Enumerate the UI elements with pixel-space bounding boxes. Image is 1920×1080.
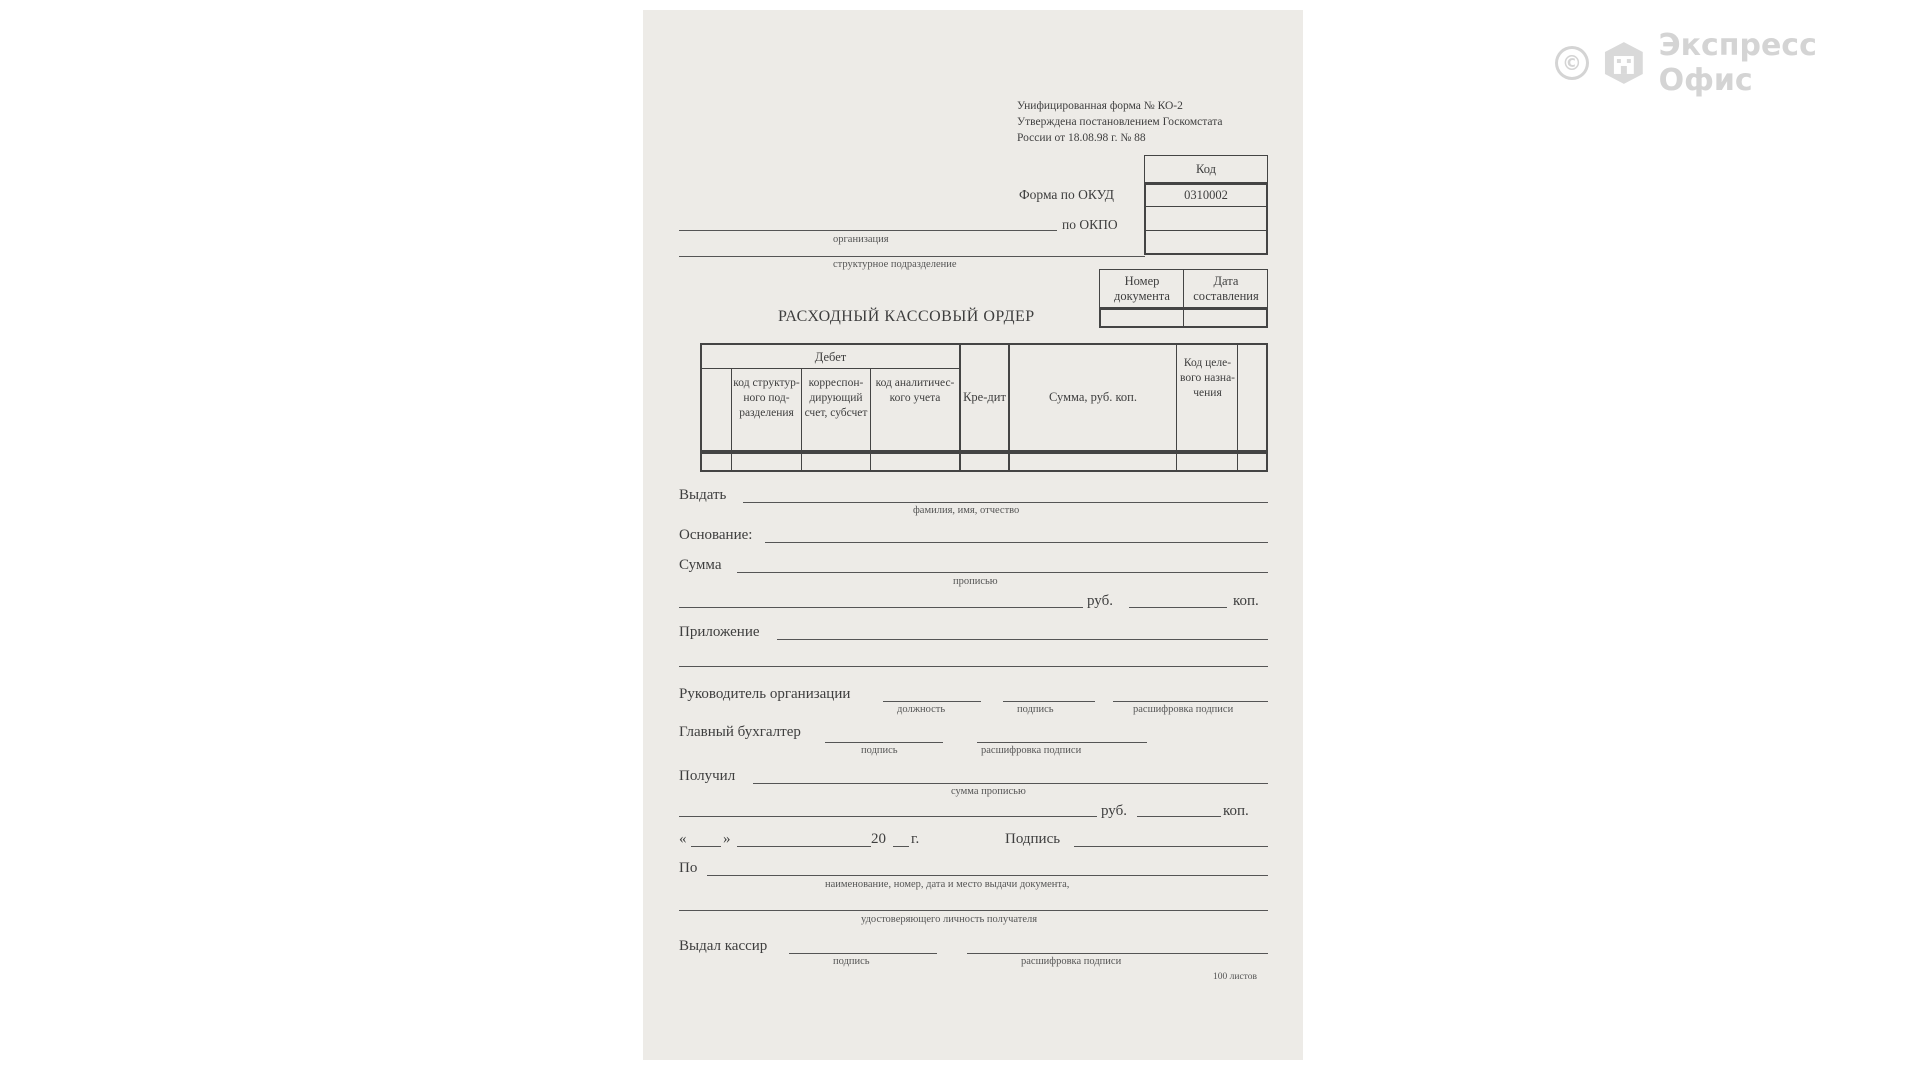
date-close-quote: » — [723, 831, 731, 847]
dept-caption: структурное подразделение — [833, 259, 957, 270]
by-line — [707, 875, 1268, 876]
position-caption: должность — [897, 704, 946, 715]
col-credit: Кре-дит — [963, 390, 1006, 404]
issue-label: Выдать — [679, 487, 727, 503]
okud-label: Форма по ОКУД — [1019, 187, 1115, 202]
form-header-line-2: Утверждена постановлением Госкомстата — [1017, 116, 1223, 128]
kop-label: коп. — [1233, 593, 1259, 609]
head-position-line — [883, 701, 981, 702]
col-sum: Сумма, руб. коп. — [1049, 390, 1137, 404]
fio-caption: фамилия, имя, отчество — [913, 505, 1020, 516]
col-purpose-code: Код целе-вого назна-чения — [1179, 357, 1236, 399]
chief-decode-caption: расшифровка подписи — [981, 745, 1082, 756]
chief-accountant-label: Главный бухгалтер — [679, 724, 801, 740]
accounting-table-values — [700, 452, 1268, 472]
received-line — [753, 783, 1268, 784]
debit-header: Дебет — [814, 350, 847, 364]
sum-in-words-caption: сумма прописью — [951, 786, 1026, 797]
rub-label: руб. — [1087, 593, 1113, 609]
attachment-line — [777, 639, 1268, 640]
year-suffix: г. — [911, 831, 920, 847]
head-signature-caption: подпись — [1017, 704, 1054, 715]
attachment-label: Приложение — [679, 624, 760, 640]
signature-label: Подпись — [1005, 831, 1061, 847]
chief-signature-caption: подпись — [861, 745, 898, 756]
doc-date-header: Дата составления — [1193, 274, 1259, 303]
org-caption: организация — [833, 234, 889, 245]
sum-line-2 — [679, 607, 1083, 608]
building-icon — [1601, 40, 1647, 86]
by-line-2 — [679, 910, 1268, 911]
cashier-label: Выдал кассир — [679, 938, 768, 954]
received-kop-line — [1137, 816, 1221, 817]
form-header-line-3: России от 18.08.98 г. № 88 — [1017, 132, 1146, 144]
copyright-icon: © — [1555, 46, 1589, 80]
received-kop-label: коп. — [1223, 803, 1249, 819]
received-label: Получил — [679, 768, 736, 784]
cashier-decode-caption: расшифровка подписи — [1021, 956, 1122, 967]
received-sum-line — [679, 816, 1097, 817]
kod-header-cell: Код — [1144, 155, 1268, 183]
cash-order-form — [643, 10, 1303, 1060]
in-words-caption: прописью — [953, 576, 998, 587]
doc-number-header: Номер документа — [1114, 274, 1170, 303]
head-label: Руководитель организации — [679, 686, 851, 702]
col-dept-code: код структур-ного под-разделения — [733, 377, 800, 419]
date-month-line — [737, 846, 871, 847]
date-day-line — [691, 846, 721, 847]
col-analytic-code: код аналитичес-кого учета — [875, 377, 955, 404]
form-title: РАСХОДНЫЙ КАССОВЫЙ ОРДЕР — [778, 308, 1035, 325]
cashier-signature-line — [789, 953, 937, 954]
okud-value: 0310002 — [1184, 188, 1228, 202]
date-year-line — [893, 846, 909, 847]
okpo-label: по ОКПО — [1062, 217, 1118, 232]
by-label: По — [679, 860, 698, 876]
basis-label: Основание: — [679, 527, 753, 543]
col-corr-account: корреспон-дирующий счет, субсчет — [804, 377, 868, 419]
issue-line — [743, 502, 1268, 503]
year-prefix: 20 — [871, 831, 886, 847]
chief-decode-line — [977, 742, 1147, 743]
signature-line — [1074, 846, 1268, 847]
head-signature-line — [1003, 701, 1095, 702]
head-decode-caption: расшифровка подписи — [1133, 704, 1234, 715]
watermark-text: Экспресс Офис — [1658, 28, 1817, 98]
attachment-line-2 — [679, 666, 1268, 667]
sum-line — [737, 572, 1268, 573]
sheets-note: 100 листов — [1213, 972, 1257, 982]
chief-signature-line — [825, 742, 943, 743]
watermark — [1555, 28, 1920, 98]
doc-number-date-values — [1099, 308, 1268, 328]
kop-line — [1129, 607, 1227, 608]
head-decode-line — [1113, 701, 1268, 702]
org-line — [679, 230, 1057, 231]
doc-caption-1: наименование, номер, дата и место выдачи документа, — [825, 879, 1070, 890]
form-header-line-1: Унифицированная форма № КО-2 — [1017, 100, 1183, 112]
cashier-decode-line — [967, 953, 1268, 954]
doc-caption-2: удостоверяющего личность получателя — [861, 914, 1038, 925]
cashier-signature-caption: подпись — [833, 956, 870, 967]
received-rub-label: руб. — [1101, 803, 1127, 819]
sum-label: Сумма — [679, 557, 722, 573]
basis-line — [765, 542, 1268, 543]
date-open-quote: « — [679, 831, 687, 847]
dept-line — [679, 256, 1145, 257]
